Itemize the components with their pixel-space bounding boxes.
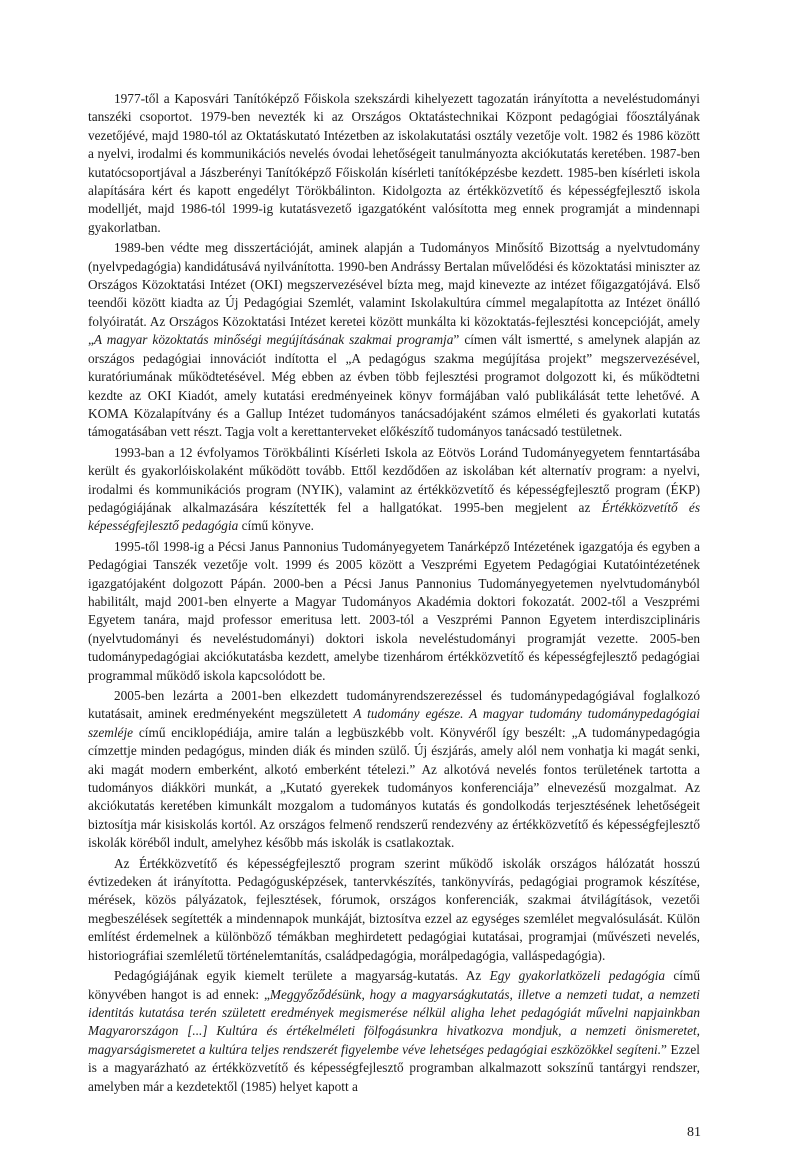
text-segment: 1993-ban a 12 évfolyamos Törökbálinti Kísérleti Iskola az Eötvös Loránd Tudományegyetem fenntartásába került és gyakorlóiskolaként működött tovább. Ettől kezdődően az iskolában két alternatív program: a nyelvi, irodalmi és kommunikációs program (NYIK), valamint az értékközvetítő és képességfejlesztő program (ÉKP) pedagógiájának alkalmazására készítették fel a hallgatókat. 1995-ben megjelent az: [88, 444, 700, 515]
text-segment: című könyve.: [238, 518, 315, 534]
italic-segment: A magyar közoktatás minőségi megújításának szakmai programja: [93, 332, 454, 348]
paragraph-p4: [88, 538, 700, 685]
italic-segment: A tudomány egésze. A magyar tudomány tudománypedagógiai szemléje: [88, 706, 700, 740]
text-segment: Pedagógiájának egyik kiemelt területe a magyarság-kutatás. Az: [114, 968, 490, 984]
text-segment: 1977-től a Kaposvári Tanítóképző Főiskola szekszárdi kihelyezett tagozatán irányította a neveléstudományi tanszéki csoportot. 1979-ben nevezték ki az Országos Oktatástechnikai Központ pedagógiai főosztályának vezetőjévé, majd 1980-tól az Oktatáskutató Intézetben az iskolakutatási osztály vezetője volt. 1982 és 1986 között a nyelvi, irodalmi és kommunikációs nevelés óvodai lehetőségeit tanulmányozta akciókutatás keretében. 1987-ben kutatócsoportjával a Jászberényi Tanítóképző Főiskolán kísérleti tanítóképzésbe kezdett. 1985-ben kísérleti iskola alapítására kért és kapott engedélyt Törökbálinton. Kidolgozta az értékközvetítő és képességfejlesztő iskola modelljét, majd 1986-tól 1999-ig kutatásvezető igazgatóként valósította meg ennek programját a mindennapi gyakorlatban.: [88, 91, 700, 235]
text-segment: 1989-ben védte meg disszertációját, aminek alapján a Tudományos Minősítő Bizottság a nyelvtudomány (nyelvpedagógia) kandidátusává nyilvánította. 1990-ben Andrássy Bertalan művelődési és közoktatási miniszter az Országos Közoktatási Intézet (OKI) megszervezésével bízta meg, majd kinevezte az intézet főigazgatójává. Első teendői között kiadta az Új Pedagógiai Szemlét, valamint Iskolakultúra címmel megalapította az Intézet önálló folyóiratát. Az Országos Közoktatási Intézet keretei között munkálta ki közoktatás-fejlesztési koncepcióját, amely „: [88, 240, 700, 348]
text-segment: ” Ezzel is a magyarázható az értékközvetítő és képességfejlesztő programban alkalmazott sokszínű tantárgyi rendszer, amelyben már a kezdetektől (1985) helyet kapott a: [88, 1041, 701, 1094]
text-segment: 1995-től 1998-ig a Pécsi Janus Pannonius Tudományegyetem Tanárképző Intézetének igazgatója és egyben a Pedagógiai Tanszék vezetője volt. 1999 és 2005 között a Veszprémi Egyetem Pedagógiai Kutatóintézetének igazgatójaként dolgozott Pápán. 2000-ben a Pécsi Janus Pannonius Tudományegyetemen nyelvtudományból habilitált, majd 2001-ben elnyerte a Magyar Tudományos Akadémia doktori fokozatát. 2002-től a Veszprémi Egyetem tanára, majd professor emeritusa lett. 2003-tól a Veszprémi Pannon Egyetem interdiszciplináris (nyelvtudományi és neveléstudományi) doktori iskola neveléstudományi programját vezette. 2005-ben tudománypedagógiai akciókutatásba kezdett, amelybe tizenhárom értékközvetítő és képességfejlesztő pedagógiai programmal működő iskola kapcsolódott be.: [88, 538, 700, 683]
text-segment: című enciklopédiája, amire talán a legbüszkébb volt. Könyvéről így beszélt: „A tudománypedagógia címzettje minden pedagógus, minden diák és minden szülő. Új észjárás, amely alól nem vonhatja ki magát senki, aki magát modern emberként, alkotó emberként tételezi.” Az alkotóvá nevelés fontos területének tartotta a tudományos diákköri munkát, a „Kutató gyerekek tudományos konferenciája” elnevezésű mozgalmat. Az akciókutatás keretében kimunkált mozgalom a tudományos kutatás és gondolkodás terjesztésének lehetőségeit biztosítja már kisiskolás kortól. Az országos felmenő rendszerű rendezvény az értékközvetítő és képességfejlesztő iskolák köréből indult, amelyhez később más iskolák is csatlakoztak.: [88, 724, 700, 851]
paragraph-p3: [88, 444, 700, 536]
paragraph-p7: [88, 967, 700, 1096]
body-text: [88, 90, 700, 1098]
text-segment: ” címen vált ismertté, s amelynek alapján az országos pedagógiai innovációt indította el „A pedagógus szakma megújítása projekt” megszervezésével, kuratóriumának működtetésével. Még ebben az évben több fejlesztési programot dolgozott ki, és működtetni kezdte az OKI Kiadót, amely kutatási eredményeinek könyv formájában való publikálását tette lehetővé. A KOMA Közalapítvány és a Gallup Intézet tudományos tanácsadójaként számos elméleti és gyakorlati kutatás támogatásában vett részt. Tagja volt a kerettanterveket előkészítő tudományos tanácsadó testületnek.: [88, 332, 700, 440]
italic-segment: Egy gyakorlatközeli pedagógia: [489, 968, 666, 984]
page-number: 81: [687, 1125, 701, 1140]
text-segment: című könyvében hangot is ad ennek: „: [88, 968, 700, 1002]
text-segment: Az Értékközvetítő és képességfejlesztő program szerint működő iskolák országos hálózatát hosszú évtizedeken át irányította. Pedagógusképzések, tantervkészítés, tankönyvírás, pedagógiai programok készítése, mérések, közös pályázatok, fejlesztések, fórumok, országos konferenciák, szakmai átvilágítások, vezetői megbeszélések segítették a mindennapok munkáját, biztosítva ezzel az egységes szemlélet megvalósulását. Külön említést érdemelnek a különböző témákban meghirdetett pedagógiai kutatásai, programjai (művészeti nevelés, historiográfiai szemléletű történelemtanítás, családpedagógia, morálpedagógia, valláspedagógia).: [88, 855, 700, 963]
paragraph-p6: [88, 855, 700, 965]
paragraph-p5: [88, 687, 700, 853]
text-segment: 2005-ben lezárta a 2001-ben elkezdett tudományrendszerezéssel és tudománypedagógiával foglalkozó kutatásait, aminek eredményeként megszületett: [88, 688, 700, 722]
italic-segment: Meggyőződésünk, hogy a magyarságkutatás, illetve a nemzeti tudat, a nemzeti identitás kutatása terén született eredmények megismerése nélkül aligha lehet pedagógiát művelni napjainkban Magyarországon [...] Kultúra és értékelméleti fölfogásunkra hivatkozva mondjuk, a nemzeti önismeretet, magyarságismeretet a kultúra teljes rendszerét figyelembe véve lehetséges pedagógiai eszközökkel segíteni.: [88, 986, 700, 1057]
paragraph-p1: [88, 90, 700, 237]
paragraph-p2: [88, 239, 700, 441]
italic-segment: Értékközvetítő és képességfejlesztő pedagógia: [88, 499, 700, 534]
